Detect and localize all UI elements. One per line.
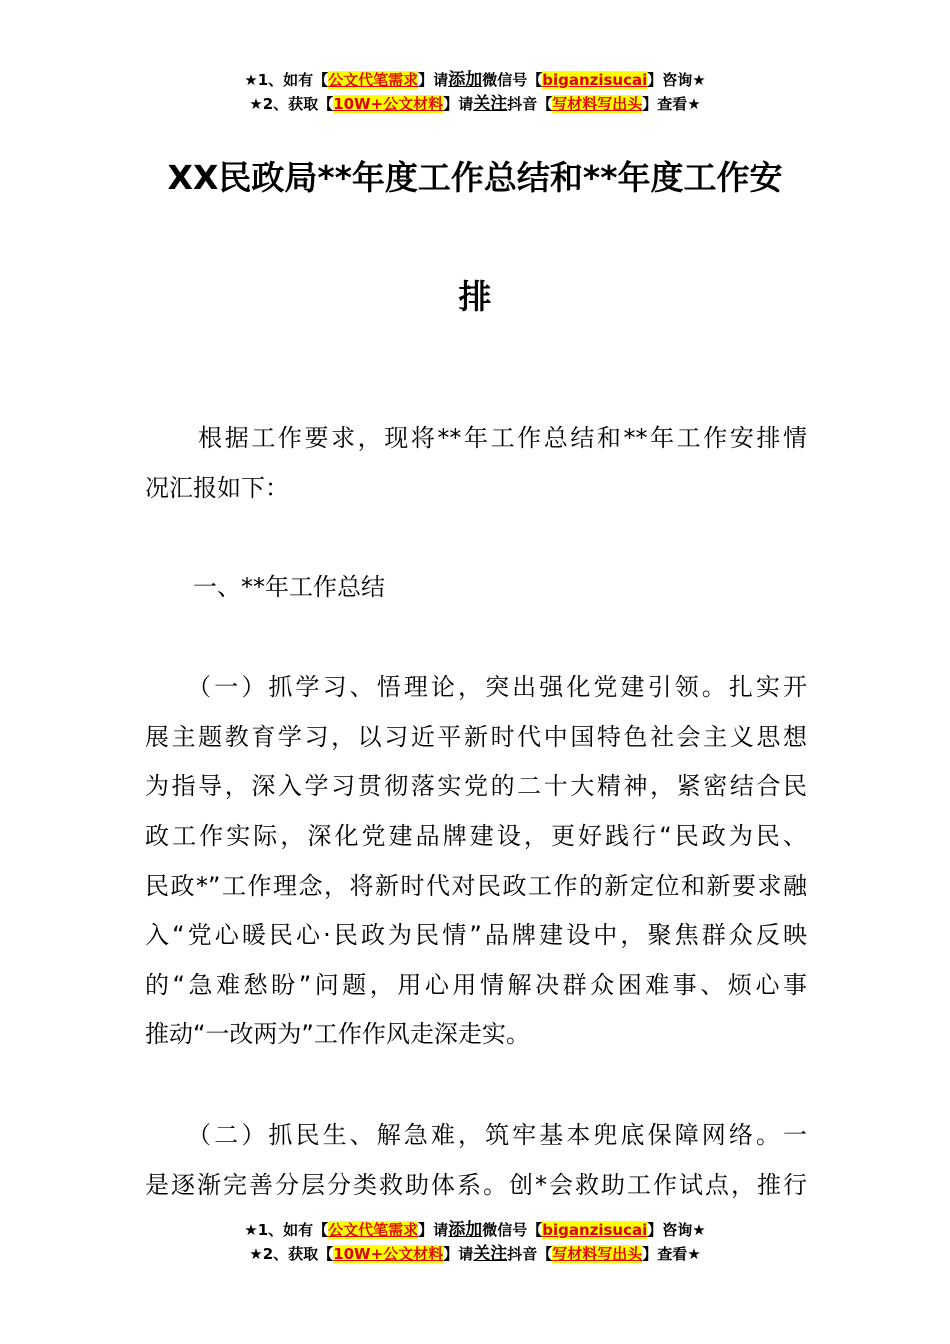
highlight: 写材料写出头 [552,95,643,113]
highlight: 10W+公文材料 [333,1245,444,1263]
body-line: 民政*”工作理念，将新时代对民政工作的新定位和新要求融 [145,872,807,900]
body-line: 展主题教育学习，以习近平新时代中国特色社会主义思想 [145,723,807,751]
body-line: 根据工作要求，现将**年工作总结和**年工作安排情 [145,424,807,452]
section-heading: 一、**年工作总结 [145,573,385,601]
body-line: （二）抓民生、解急难，筑牢基本兜底保障网络。一 [145,1121,807,1149]
t: 微信号【 [482,1221,543,1239]
t: 】请 [443,1245,474,1263]
body-line: 政工作实际，深化党建品牌建设，更好践行“民政为民、 [145,822,807,850]
t: 抖音【 [507,95,553,113]
body-line: 推动“一改两为”工作作风走深走实。 [145,1020,530,1048]
t: 微信号【 [482,71,543,89]
highlight: 写材料写出头 [552,1245,643,1263]
banner-line-1 [0,1218,950,1242]
banner-line-2 [0,92,950,116]
t: ★2、获取【 [249,95,334,113]
t: 关注 [473,1244,508,1264]
highlight: biganzisucai [542,71,648,89]
body-line: 为指导，深入学习贯彻落实党的二十大精神，紧密结合民 [145,772,807,800]
body-line: 况汇报如下： [145,474,289,502]
t: 】查看★ [642,95,701,113]
t: 】咨询★ [647,1221,706,1239]
banner-line-1 [0,68,950,92]
body-line: 是逐渐完善分层分类救助体系。创*会救助工作试点，推行 [145,1171,807,1199]
highlight: 10W+公文材料 [333,95,444,113]
highlight: 公文代笔需求 [328,1221,419,1239]
t: 】请 [443,95,474,113]
top-banner [0,68,950,116]
t: 关注 [473,94,508,114]
t: ★1、如有【 [244,71,329,89]
t: 】查看★ [642,1245,701,1263]
title-line-1: XX民政局**年度工作总结和**年度工作安 [167,158,783,197]
body-line: （一）抓学习、悟理论，突出强化党建引领。扎实开 [145,673,807,701]
highlight: 公文代笔需求 [328,71,419,89]
t: 】咨询★ [647,71,706,89]
title-line-2: 排 [458,277,492,316]
t: 添加 [448,70,483,90]
t: 】请 [418,71,449,89]
t: ★2、获取【 [249,1245,334,1263]
highlight: biganzisucai [542,1221,648,1239]
bottom-banner [0,1218,950,1266]
t: 抖音【 [507,1245,553,1263]
body-line: 的“急难愁盼”问题，用心用情解决群众困难事、烦心事 [145,971,807,999]
t: 添加 [448,1220,483,1240]
t: ★1、如有【 [244,1221,329,1239]
t: 】请 [418,1221,449,1239]
body-line: 入“党心暖民心·民政为民情”品牌建设中，聚焦群众反映 [145,921,807,949]
banner-line-2 [0,1242,950,1266]
